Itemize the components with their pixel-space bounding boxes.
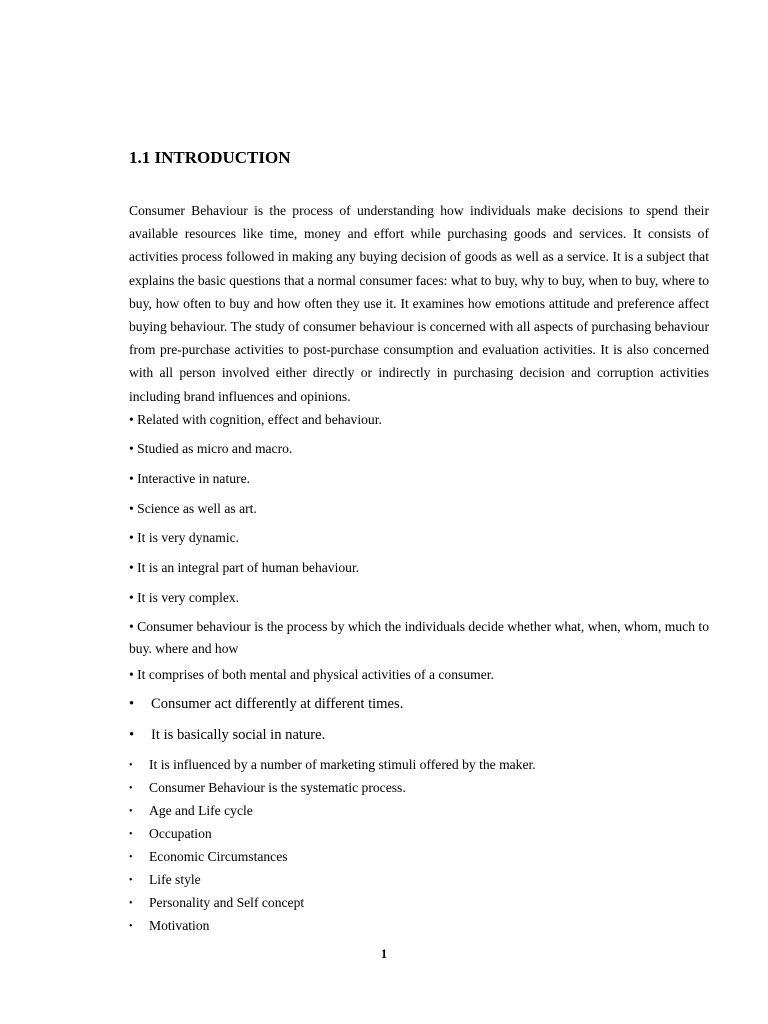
page-number: 1: [380, 947, 388, 961]
bullet-item: • Consumer behaviour is the process by which the individuals decide whether what, when, whom, much to buy. where and how: [129, 619, 709, 656]
bullet-item: • Related with cognition, effect and behaviour.: [129, 412, 382, 427]
bullet-icon: •: [129, 852, 133, 863]
bullet-icon: •: [129, 760, 133, 771]
bullet-text: Motivation: [149, 918, 210, 933]
section-heading: 1.1 INTRODUCTION: [129, 148, 291, 167]
bullet-text: Economic Circumstances: [149, 849, 288, 864]
bullet-icon: •: [129, 875, 133, 886]
intro-paragraph: Consumer Behaviour is the process of understanding how individuals make decisions to spend their available resources like time, money and effort while purchasing goods and services. It consists of activities process followed in making any buying decision of goods as well as a service. It is a subject that explains the basic questions that a normal consumer faces: what to buy, why to buy, when to buy, where to buy, how often to buy and how often they use it. It examines how emotions attitude and preference affect buying behaviour. The study of consumer behaviour is concerned with all aspects of purchasing behaviour from pre-purchase activities to post-purchase consumption and evaluation activities. It is also concerned with all person involved either directly or indirectly in purchasing decision and corruption activities including brand influences and opinions.: [129, 203, 709, 404]
bullet-text: Consumer Behaviour is the systematic process.: [149, 780, 406, 795]
bullet-item: • It is very complex.: [129, 590, 240, 605]
bullet-item: • Studied as micro and macro.: [129, 441, 293, 456]
bullet-icon: •: [129, 829, 133, 840]
bullet-item-small: [129, 847, 709, 868]
bullet-item: • Interactive in nature.: [129, 471, 251, 486]
bullet-icon: •: [129, 696, 135, 712]
bullet-text: Age and Life cycle: [149, 803, 253, 818]
bullet-icon: •: [129, 898, 133, 909]
bullet-icon: •: [129, 806, 133, 817]
bullet-text: Personality and Self concept: [149, 895, 305, 910]
bullet-item-small: [129, 778, 709, 799]
bullet-item: • It comprises of both mental and physical activities of a consumer.: [129, 667, 494, 682]
bullet-text: It is basically social in nature.: [151, 727, 326, 743]
bullet-item-small: [129, 755, 709, 776]
bullet-item-small: [129, 893, 709, 914]
bullet-item: • It is an integral part of human behaviour.: [129, 560, 360, 575]
bullet-item-small: [129, 870, 709, 891]
bullet-item: • It is very dynamic.: [129, 530, 240, 545]
bullet-icon: •: [129, 921, 133, 932]
bullet-icon: •: [129, 783, 133, 794]
bullet-item-small: [129, 801, 709, 822]
bullet-item: • Science as well as art.: [129, 501, 257, 516]
bullet-text: Occupation: [149, 826, 212, 841]
bullet-icon: •: [129, 727, 135, 743]
bullet-text: Consumer act differently at different times.: [151, 696, 404, 712]
bullet-item-small: [129, 824, 709, 845]
bullet-text: It is influenced by a number of marketing stimuli offered by the maker.: [149, 757, 536, 772]
bullet-text: Life style: [149, 872, 201, 887]
bullet-item-large: [129, 694, 709, 714]
bullet-item-large: [129, 725, 709, 745]
bullet-item-small: [129, 916, 709, 937]
